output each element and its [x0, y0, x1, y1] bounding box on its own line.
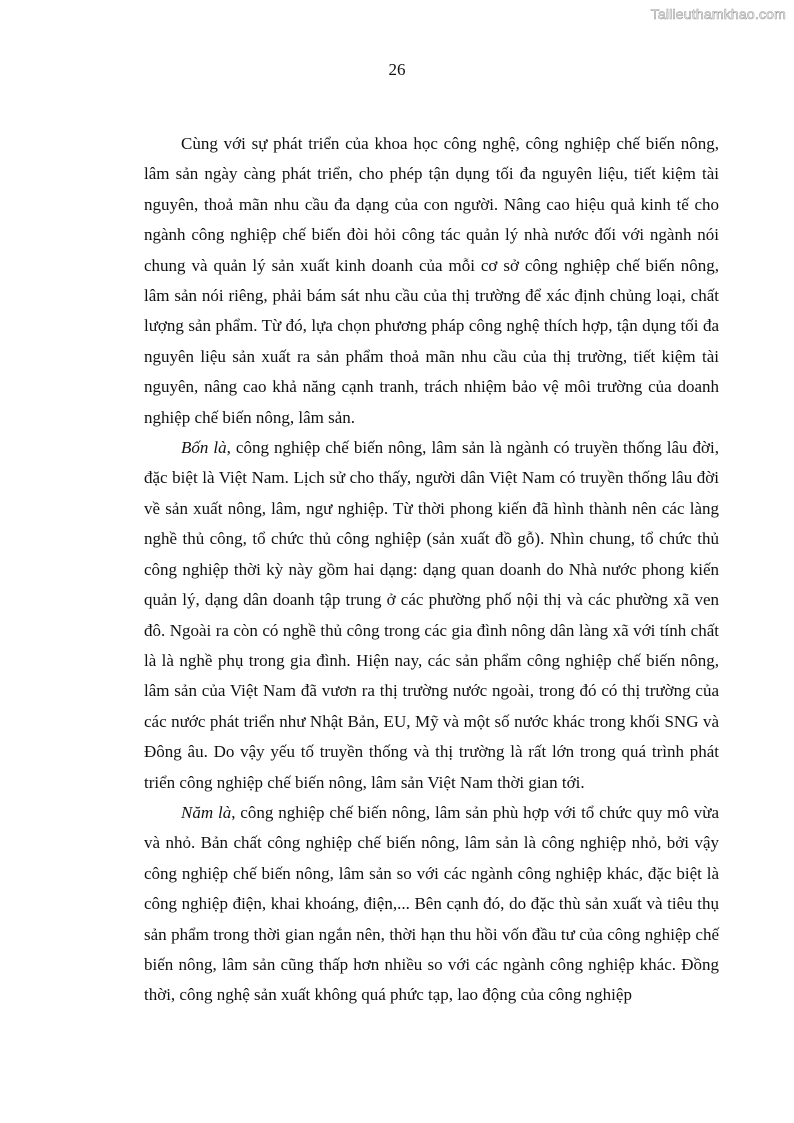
paragraph-3-lead: Năm là — [181, 802, 232, 822]
paragraph-2-text: , công nghiệp chế biến nông, lâm sản là ngành có truyền thống lâu đời, đặc biệt là Việt Nam. Lịch sử cho thấy, người dân Việt Nam có truyền thống lâu đời về sản xuất nông, lâm, ngư nghiệp. Từ thời phong kiến đã hình thành nên các làng nghề thủ công, tổ chức thủ công nghiệp (sản xuất đồ gỗ). Nhìn chung, tổ chức thủ công nghiệp thời kỳ này gồm hai dạng: dạng quan doanh do Nhà nước phong kiến quản lý, dạng dân doanh tập trung ở các phường phố nội thị và các phường xã ven đô. Ngoài ra còn có nghề thủ công trong các gia đình nông dân làng xã với tính chất là là nghề phụ trong gia đình. Hiện nay, các sản phẩm công nghiệp chế biến nông, lâm sản của Việt Nam đã vươn ra thị trường nước ngoài, trong đó có thị trường của các nước phát triển như Nhật Bản, EU, Mỹ và một số nước khác trong khối SNG và Đông âu. Do vậy yếu tố truyền thống và thị trường là rất lớn trong quá trình phát triển công nghiệp chế biến nông, lâm sản Việt Nam thời gian tới. — [144, 438, 720, 792]
paragraph-1-text: Cùng với sự phát triển của khoa học công nghệ, công nghiệp chế biến nông, lâm sản ngày càng phát triển, cho phép tận dụng tối đa nguyên liệu, tiết kiệm tài nguyên, thoả mãn nhu cầu đa dạng của con người. Nâng cao hiệu quả kinh tế cho ngành công nghiệp chế biến đòi hỏi công tác quản lý nhà nước đối với ngành nói chung và quản lý sản xuất kinh doanh của mỗi cơ sở công nghiệp chế biến nông, lâm sản nói riêng, phải bám sát nhu cầu của thị trường để xác định chủng loại, chất lượng sản phẩm. Từ đó, lựa chọn phương pháp công nghệ thích hợp, tận dụng tối đa nguyên liệu sản xuất ra sản phẩm thoả mãn nhu cầu của thị trường, tiết kiệm tài nguyên, nâng cao khả năng cạnh tranh, trách nhiệm bảo vệ môi trường của doanh nghiệp chế biến nông, lâm sản. — [144, 134, 719, 427]
page-number: 26 — [388, 60, 406, 79]
paragraph-2-lead: Bốn là — [181, 438, 227, 458]
site-watermark: Tailieuthamkhao.com — [650, 6, 786, 22]
paragraph-3-text: , công nghiệp chế biến nông, lâm sản phù hợp với tổ chức quy mô vừa và nhỏ. Bản chất công nghiệp chế biến nông, lâm sản là công nghiệp nhỏ, bởi vậy công nghiệp chế biến nông, lâm sản so với các ngành công nghiệp khác, đặc biệt là công nghiệp điện, khai khoáng, điện,... Bên cạnh đó, do đặc thù sản xuất và tiêu thụ sản phẩm trong thời gian ngắn nên, thời hạn thu hồi vốn đầu tư của công nghiệp chế biến nông, lâm sản cũng thấp hơn nhiều so với các ngành công nghiệp khác. Đồng thời, công nghệ sản xuất không quá phức tạp, lao động của công nghiệp — [144, 802, 720, 1005]
paragraph-3 — [144, 798, 719, 1011]
paragraph-2 — [144, 433, 719, 798]
document-body — [144, 129, 719, 1011]
paragraph-1 — [144, 129, 719, 433]
